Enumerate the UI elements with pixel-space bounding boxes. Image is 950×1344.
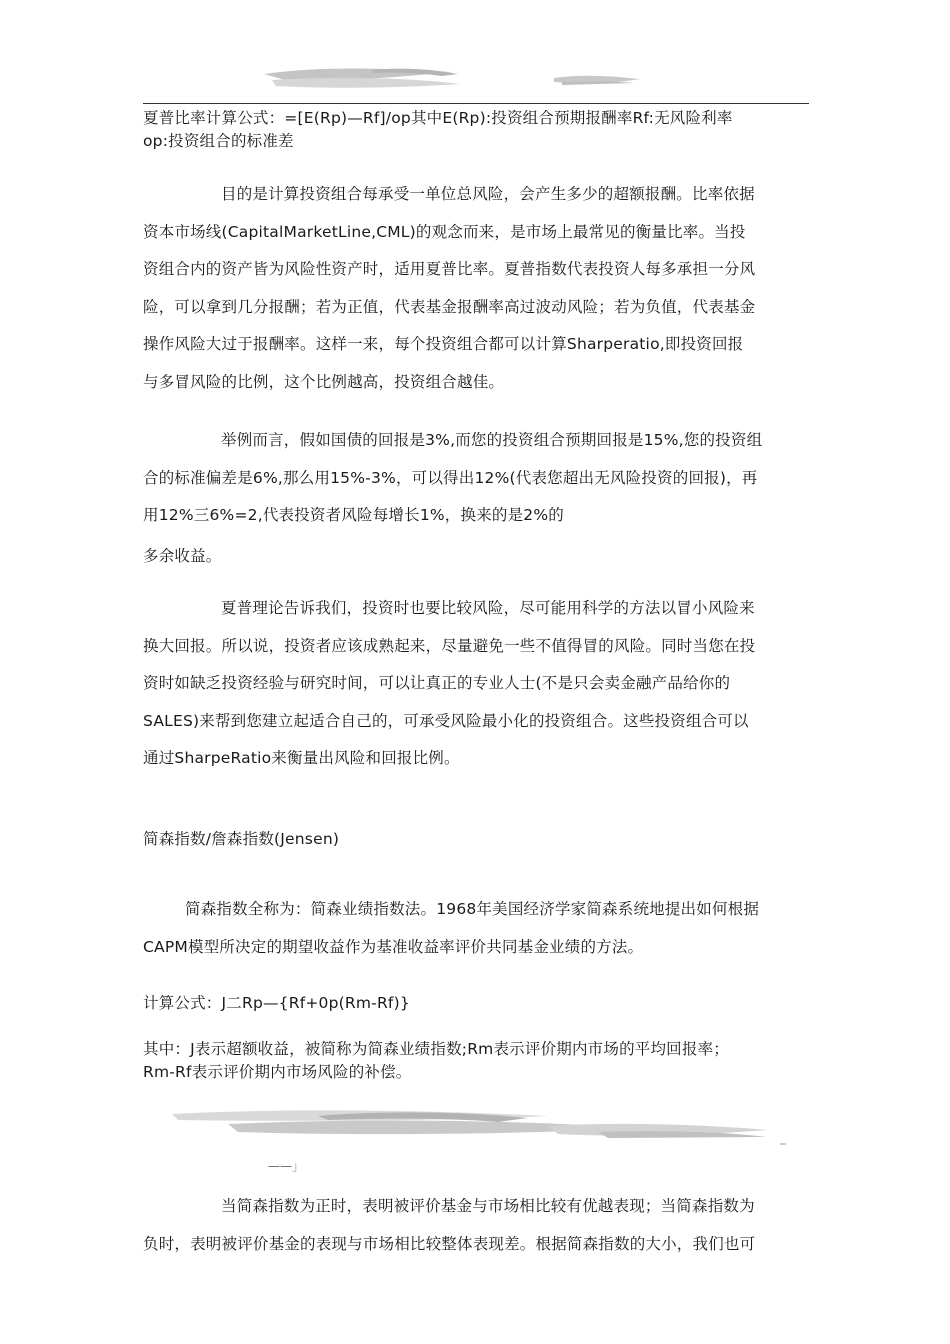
paragraph-line: 通过SharpeRatio来衡量出风险和回报比例。 — [143, 749, 460, 767]
paragraph-line: CAPM模型所决定的期望收益作为基准收益率评价共同基金业绩的方法。 — [143, 937, 644, 956]
paragraph-line: 资本市场线(CapitalMarketLine,CML)的观念而来，是市场上最常见的衡量比率。当投 — [143, 222, 746, 241]
jensen-formula: 计算公式：J二Rp—{Rf+0p(Rm-Rf)} — [143, 994, 410, 1012]
paragraph-line: 资时如缺乏投资经验与研究时间，可以让真正的专业人士(不是只会卖金融产品给你的 — [143, 674, 731, 692]
paragraph-line: 合的标准偏差是6%,那么用15%-3%，可以得出12%(代表您超出无风险投资的回报)，再 — [143, 468, 758, 487]
header-brush-ornament — [262, 62, 642, 94]
paragraph-line: 其中：J表示超额收益，被简称为简森业绩指数;Rm表示评价期内市场的平均回报率； — [143, 1040, 729, 1058]
jensen-where — [143, 1038, 809, 1084]
header-rule — [143, 103, 809, 104]
paragraph-line: 换大回报。所以说，投资者应该成熟起来，尽量避免一些不值得冒的风险。同时当您在投 — [143, 636, 756, 655]
jensen-closing — [143, 1188, 809, 1263]
paragraph-theory — [143, 590, 809, 778]
paragraph-purpose — [143, 176, 809, 401]
paragraph-line: 用12%三6%=2,代表投资者风险每增长1%，换来的是2%的 — [143, 506, 564, 524]
paragraph-example-continuation: 多余收益。 — [143, 547, 222, 565]
paragraph-example — [143, 422, 809, 535]
jensen-heading: 简森指数/詹森指数(Jensen) — [143, 830, 340, 848]
stray-mark: ——」 — [268, 1159, 305, 1173]
paragraph-line: SALES)来帮到您建立起适合自己的，可承受风险最小化的投资组合。这些投资组合可以 — [143, 711, 749, 730]
paragraph-line: 险，可以拿到几分报酬；若为正值，代表基金报酬率高过波动风险；若为负值，代表基金 — [143, 297, 756, 316]
paragraph-line: 举例而言，假如国债的回报是3%,而您的投资组合预期回报是15%,您的投资组 — [221, 431, 763, 449]
paragraph-line: 操作风险大过于报酬率。这样一来，每个投资组合都可以计算Sharperatio,即投资回报 — [143, 335, 744, 353]
paragraph-line: Rm-Rf表示评价期内市场风险的补偿。 — [143, 1063, 412, 1081]
paragraph-line: 与多冒风险的比例，这个比例越高，投资组合越佳。 — [143, 372, 505, 391]
paragraph-line: 资组合内的资产皆为风险性资产时，适用夏普比率。夏普指数代表投资人每多承担一分风 — [143, 260, 756, 278]
paragraph-line: 负时，表明被评价基金的表现与市场相比较整体表现差。根据简森指数的大小，我们也可 — [143, 1234, 756, 1253]
jensen-intro — [143, 891, 809, 966]
paragraph-line: 简森指数全称为：简森业绩指数法。1968年美国经济学家简森系统地提出如何根据 — [185, 900, 760, 918]
sharpe-formula-line: op:投资组合的标准差 — [143, 132, 294, 150]
sharpe-formula-line: 夏普比率计算公式：=[E(Rp)—Rf]/op其中E(Rp):投资组合预期报酬率Rf:无风险利率 — [143, 109, 733, 127]
paragraph-line: 夏普理论告诉我们，投资时也要比较风险，尽可能用科学的方法以冒小风险来 — [221, 599, 755, 617]
paragraph-line: 当简森指数为正时，表明被评价基金与市场相比较有优越表现；当简森指数为 — [221, 1197, 755, 1215]
footer-brush-ornament — [168, 1104, 788, 1152]
paragraph-line: 目的是计算投资组合每承受一单位总风险，会产生多少的超额报酬。比率依据 — [221, 185, 755, 203]
sharpe-formula — [143, 107, 809, 153]
